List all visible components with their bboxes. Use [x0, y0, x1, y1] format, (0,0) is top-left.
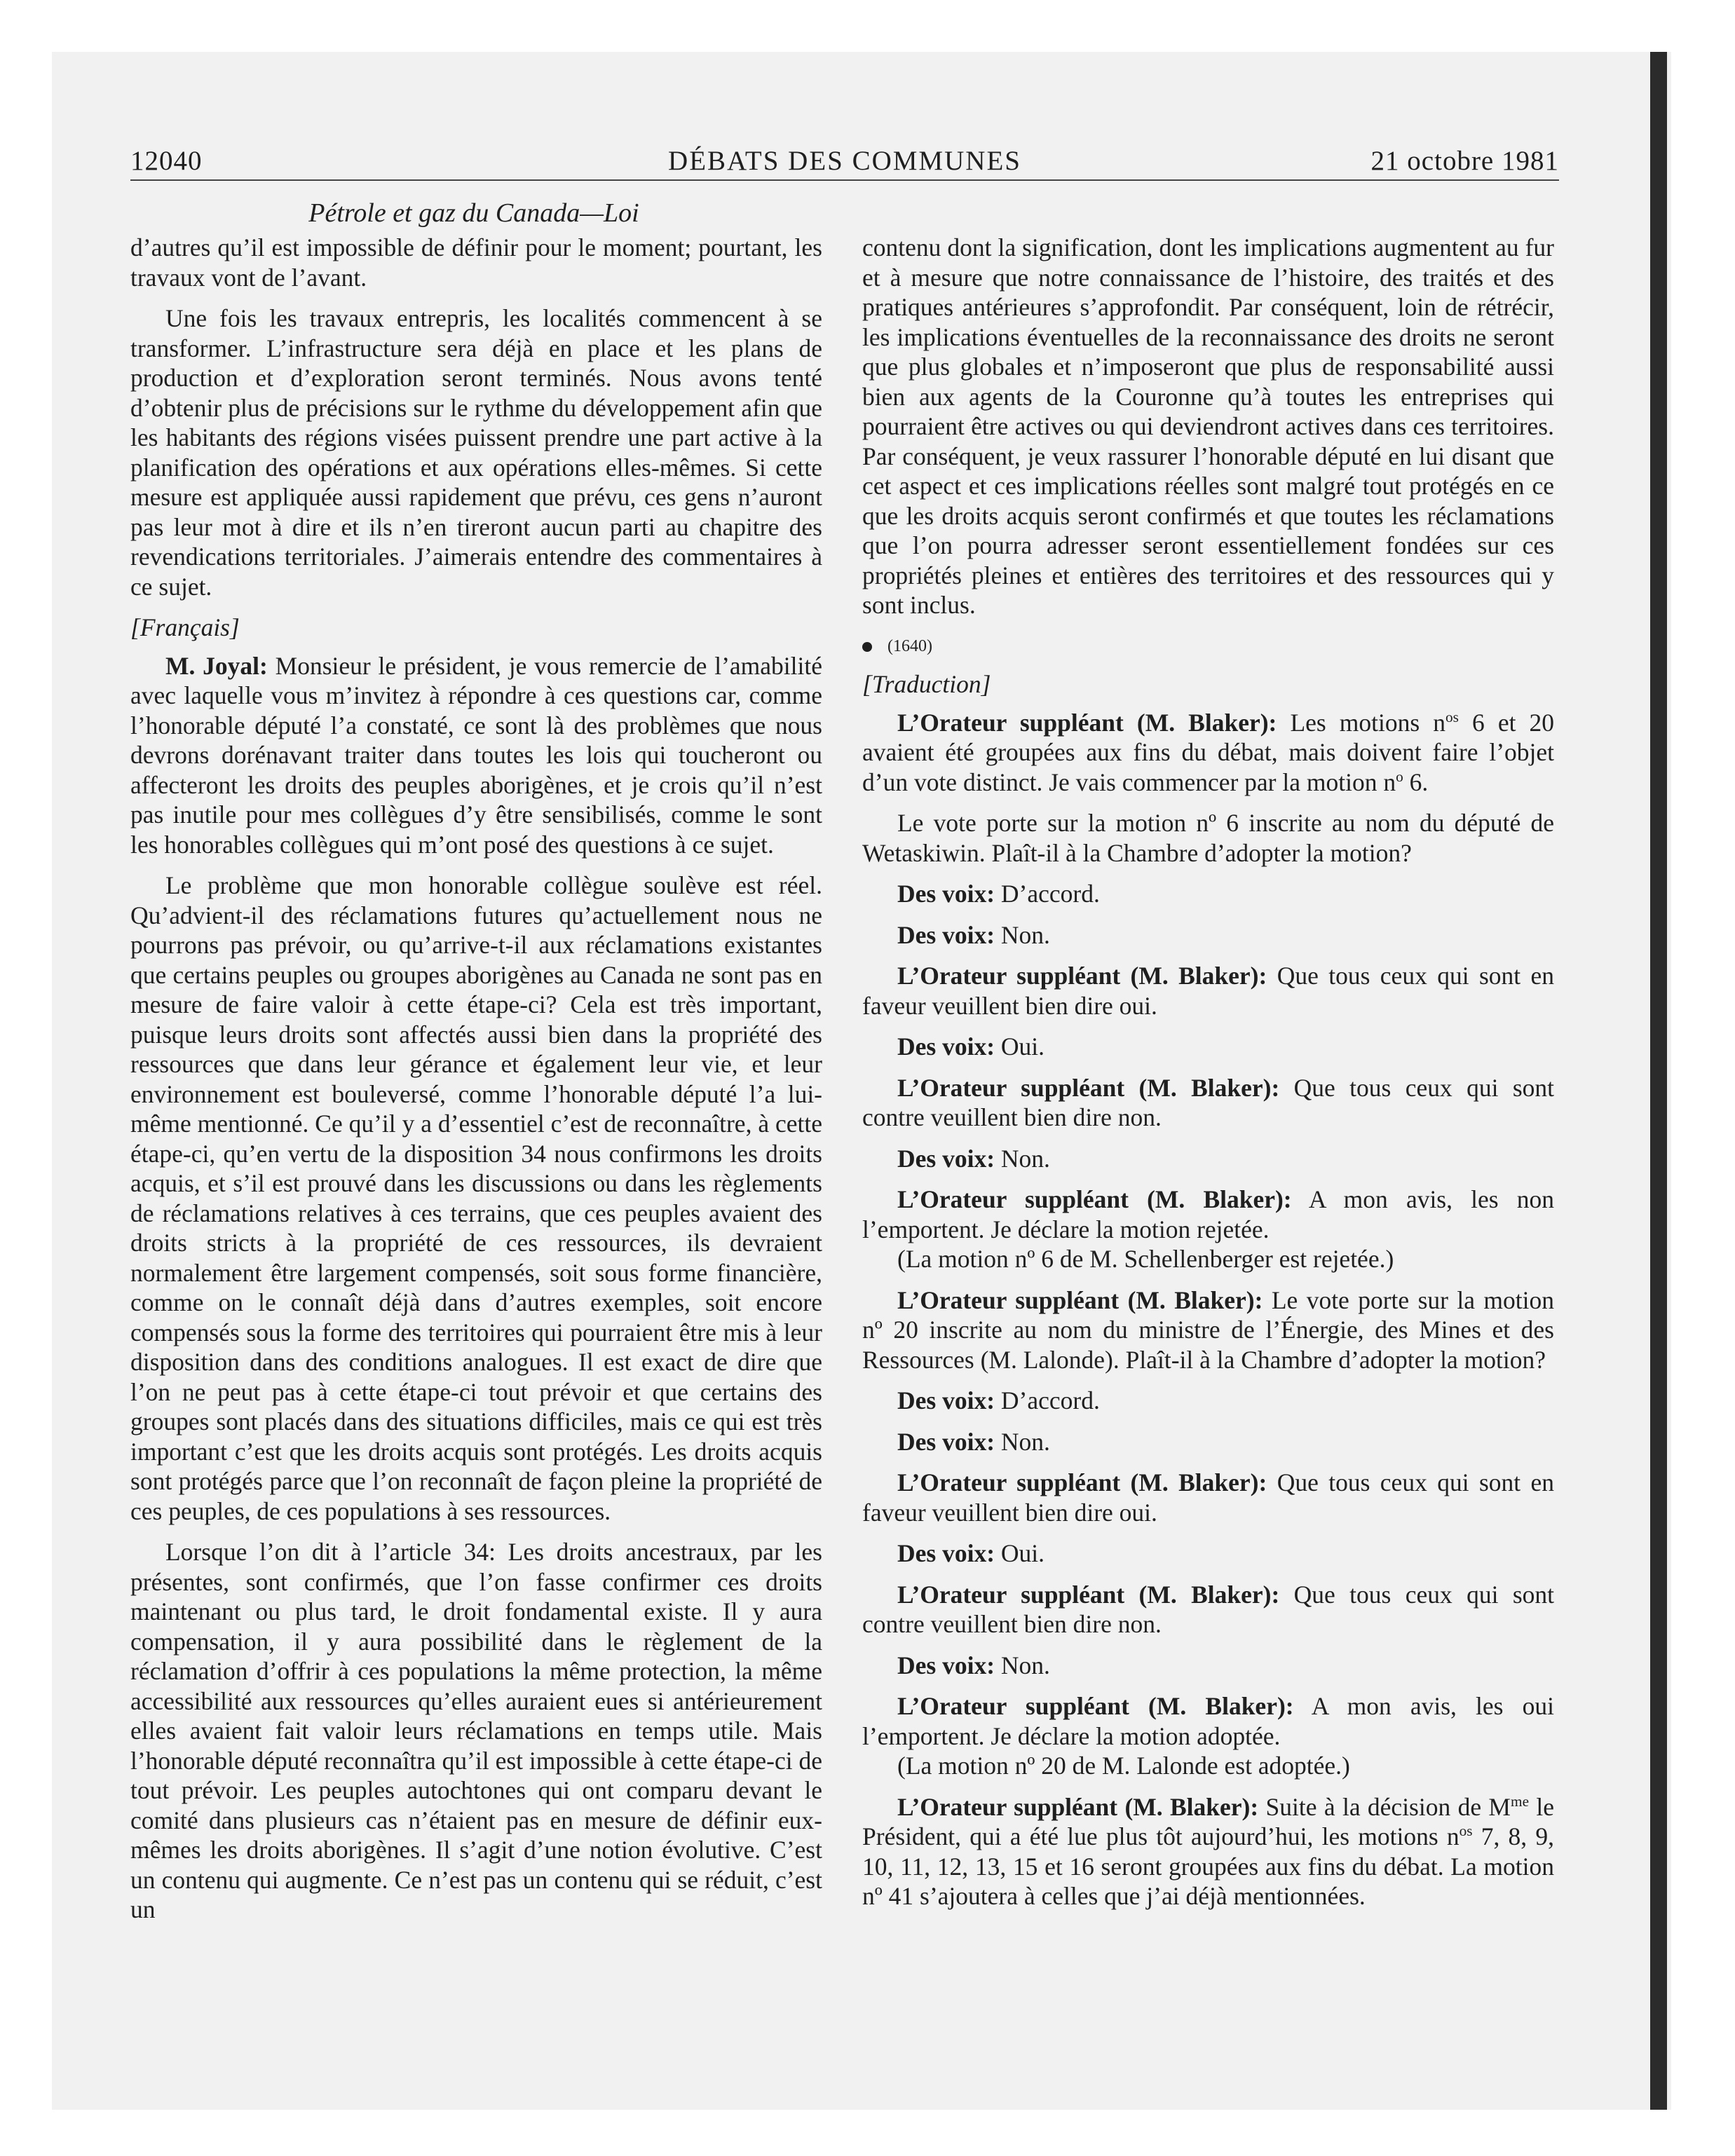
- paragraph: contenu dont la signification, dont les implications augmentent au fur et à mesure que notre connaissance de l’histoire, des traités et des pratiques antérieures s’approfondit. Par conséquent, loin de rétrécir, les implications éventuelles de la reconnaissance des droits ne seront que plus globales et n’imposeront que plus de responsabilité aussi bien aux agents de la Couronne qu’à toutes les entreprises qui pourraient être actives ou qui deviendront actives dans ces territoires. Par conséquent, je veux rassurer l’honorable député en lui disant que cet aspect et ces implications réelles sont malgré tout protégés en ce que les droits acquis seront confirmés et que toutes les réclamations que l’on pourra adresser seront essentiellement fondées sur ces propriétés pleines et entières des territoires et des ressources qui y sont inclus.: [862, 233, 1554, 619]
- voices-label: Des voix:: [897, 1386, 995, 1414]
- voices-label: Des voix:: [897, 920, 995, 949]
- speaker-name: L’Orateur suppléant (M. Blaker):: [897, 708, 1277, 737]
- voices-text: D’accord.: [1000, 880, 1100, 908]
- voices-label: Des voix:: [897, 1539, 995, 1567]
- result-note: (La motion nº 6 de M. Schellenberger est rejetée.): [897, 1245, 1394, 1273]
- speech-text: le Président, qui a été lue plus tôt aujourd’hui, les motions n: [862, 1792, 1554, 1850]
- voices-text: Oui.: [1000, 1539, 1045, 1567]
- speech-paragraph: [862, 1792, 1554, 1911]
- time-marker: [862, 632, 1554, 662]
- speech-paragraph: [862, 1691, 1554, 1751]
- speaker-name: L’Orateur suppléant (M. Blaker):: [897, 962, 1267, 990]
- speech-paragraph: [862, 1285, 1554, 1375]
- speech-text: Monsieur le président, je vous remercie de l’amabilité avec laquelle vous m’invitez à répondre à ces questions car, comme l’honorable député l’a constaté, ce sont là des problèmes que nous devrons dorénavant traiter dans toutes les lois qui toucheront ou affecteront les droits des peuples aborigènes, et je crois qu’il n’est pas inutile pour mes collègues d’y être sensibilisés, comme le sont les honorables collègues qui m’ont posé des questions à ce sujet.: [130, 651, 822, 859]
- paragraph: Une fois les travaux entrepris, les localités commencent à se transformer. L’infrastructure sera déjà en place et les plans de production et d’exploration seront terminés. Nous avons tenté d’obtenir plus de précisions sur le rythme du développement afin que les habitants des régions visées puissent prendre une part active à la planification des opérations et aux opérations elles-mêmes. Si cette mesure est appliquée aussi rapidement que prévu, ces gens n’auront pas leur mot à dire et ils n’en tireront aucun parti au chapitre des revendications territoriales. J’aimerais entendre des commentaires à ce sujet.: [130, 304, 822, 601]
- speaker-name: L’Orateur suppléant (M. Blaker):: [897, 1580, 1280, 1609]
- time-stamp: (1640): [887, 636, 932, 655]
- result-note: (La motion nº 20 de M. Lalonde est adoptée.): [897, 1752, 1350, 1780]
- voices-line: [862, 1538, 1554, 1569]
- paragraph: Lorsque l’on dit à l’article 34: Les droits ancestraux, par les présentes, sont confirmés, que l’on fasse confirmer ces droits maintenant ou plus tard, le droit fondamental existe. Il y aura compensation, il y aura possibilité dans le règlement de la réclamation d’offrir à ces populations la même protection, la même accessibilité aux ressources qu’elles auraient eues si antérieurement elles avaient fait valoir leurs réclamations en temps utile. Mais l’honorable député reconnaîtra qu’il est impossible à cette étape-ci de tout prévoir. Les peuples autochtones qui ont comparu devant le comité dans plusieurs cas n’étaient pas en mesure de définir eux-mêmes les droits aborigènes. Il s’agit d’une notion évolutive. C’est un contenu qui augmente. Ce n’est pas un contenu qui se réduit, c’est un: [130, 1538, 822, 1923]
- speech-text: 6.: [1409, 767, 1429, 796]
- superscript: me: [1511, 1792, 1530, 1810]
- running-title: Pétrole et gaz du Canada—Loi: [308, 198, 639, 228]
- speech-paragraph: [862, 1073, 1554, 1133]
- paragraph: Le problème que mon honorable collègue soulève est réel. Qu’advient-il des réclamations futures qu’actuellement nous ne pourrons pas prévoir, ou qu’arrive-t-il aux réclamations existantes que certains peuples ou groupes aborigènes au Canada ne sont pas en mesure de faire valoir à cette étape-ci? Cela est très important, puisque leurs droits sont affectés aussi bien dans la propriété des ressources que dans leur gérance et également leur vie, et leur environnement est bouleversé, comme l’honorable député l’a lui-même mentionné. Ce qu’il y a d’essentiel c’est de reconnaître, à cette étape-ci, qu’en vertu de la disposition 34 nous confirmons les droits acquis, et s’il est prouvé dans les discussions ou dans les règlements de réclamations relatives à ces terrains, que ces peuples avaient des droits stricts à la propriété de ces ressources, ils devraient normalement être largement compensés, soit sous forme financière, comme on le connaît déjà dans d’autres exemples, soit encore compensés sous la forme des territoires qui pourraient être mis à leur disposition dans des conditions analogues. Il est exact de dire que l’on ne peut pas à cette étape-ci tout prévoir et que certains des groupes sont placés dans des situations difficiles, mais ce qui est très important c’est que les droits acquis sont protégés. Les droits acquis sont protégés parce que l’on reconnaît de façon pleine la propriété de ces peuples, de ces populations à ses ressources.: [130, 871, 822, 1525]
- speech-text: Les motions n: [1290, 708, 1445, 737]
- voices-line: [862, 1144, 1554, 1174]
- speech-text: Que tous ceux qui sont en faveur veuillent bien dire oui.: [862, 1468, 1555, 1527]
- bullet-icon: [862, 642, 872, 652]
- speech-paragraph: [862, 708, 1554, 798]
- speaker-name: L’Orateur suppléant (M. Blaker):: [897, 1792, 1259, 1821]
- speech-paragraph: [130, 651, 822, 860]
- language-tag: [Français]: [130, 613, 240, 641]
- speech-paragraph: [862, 1185, 1554, 1244]
- speech-paragraph: [862, 961, 1554, 1021]
- speaker-name: L’Orateur suppléant (M. Blaker):: [897, 1185, 1292, 1213]
- speech-text: A mon avis, les oui l’emportent. Je déclare la motion adoptée.: [862, 1692, 1554, 1750]
- speech-text: 6 et 20 avaient été groupées aux fins du débat, mais doivent faire l’objet d’un vote distinct. Je vais commencer par la motion n: [862, 708, 1555, 796]
- voices-text: Non.: [1000, 1144, 1050, 1173]
- speech-text: Suite à la décision de M: [1265, 1792, 1511, 1821]
- speech-paragraph: [862, 1580, 1554, 1639]
- speaker-name: L’Orateur suppléant (M. Blaker):: [897, 1468, 1267, 1496]
- voices-text: Non.: [1000, 920, 1050, 949]
- superscript: os: [1459, 1822, 1473, 1840]
- speaker-name: L’Orateur suppléant (M. Blaker):: [897, 1073, 1280, 1102]
- speech-text: Que tous ceux qui sont en faveur veuillent bien dire oui.: [862, 962, 1555, 1020]
- voices-line: [862, 1427, 1554, 1457]
- speech-text: Que tous ceux qui sont contre veuillent bien dire non.: [862, 1073, 1554, 1131]
- page-header: [130, 143, 1559, 181]
- voices-text: Non.: [1000, 1651, 1050, 1679]
- voices-label: Des voix:: [897, 880, 995, 908]
- speaker-name: L’Orateur suppléant (M. Blaker):: [897, 1692, 1294, 1720]
- voices-line: [862, 1032, 1554, 1062]
- voices-label: Des voix:: [897, 1144, 995, 1173]
- voices-line: [862, 1386, 1554, 1416]
- voices-text: Oui.: [1000, 1032, 1045, 1060]
- speech-text: 7, 8, 9, 10, 11, 12, 13, 15 et 16 seront groupées aux fins du débat. La motion nº 41 s’ajoutera à celles que j’ai déjà mentionnées.: [862, 1822, 1555, 1910]
- speech-paragraph: [862, 1468, 1554, 1527]
- speaker-name: L’Orateur suppléant (M. Blaker):: [897, 1285, 1263, 1314]
- superscript: o: [1396, 767, 1403, 785]
- speech-text: Que tous ceux qui sont contre veuillent bien dire non.: [862, 1580, 1554, 1638]
- scan-edge-bar: [1650, 52, 1667, 2110]
- left-column: [130, 233, 822, 1936]
- superscript: os: [1445, 708, 1459, 725]
- paragraph: Le vote porte sur la motion nº 6 inscrite au nom du député de Wetaskiwin. Plaît-il à la Chambre d’adopter la motion?: [862, 809, 1554, 867]
- voices-label: Des voix:: [897, 1032, 995, 1060]
- speech-text: Le vote porte sur la motion nº 20 inscrite au nom du ministre de l’Énergie, des Mines et des Ressources (M. Lalonde). Plaît-il à la Chambre d’adopter la motion?: [862, 1285, 1554, 1374]
- voices-text: Non.: [1000, 1427, 1050, 1456]
- voices-label: Des voix:: [897, 1427, 995, 1456]
- language-tag: [Traduction]: [862, 670, 991, 698]
- voices-line: [862, 920, 1554, 950]
- right-column: [862, 233, 1554, 1923]
- speech-text: A mon avis, les non l’emportent. Je déclare la motion rejetée.: [862, 1185, 1554, 1243]
- issue-date: 21 octobre 1981: [1370, 146, 1559, 176]
- publication-title: DÉBATS DES COMMUNES: [668, 146, 1021, 176]
- voices-label: Des voix:: [897, 1651, 995, 1679]
- speaker-name: M. Joyal:: [165, 651, 268, 680]
- voices-line: [862, 1651, 1554, 1681]
- paragraph: d’autres qu’il est impossible de définir pour le moment; pourtant, les travaux vont de l’avant.: [130, 233, 822, 292]
- voices-line: [862, 879, 1554, 909]
- page-number: 12040: [130, 146, 203, 176]
- voices-text: D’accord.: [1000, 1386, 1100, 1414]
